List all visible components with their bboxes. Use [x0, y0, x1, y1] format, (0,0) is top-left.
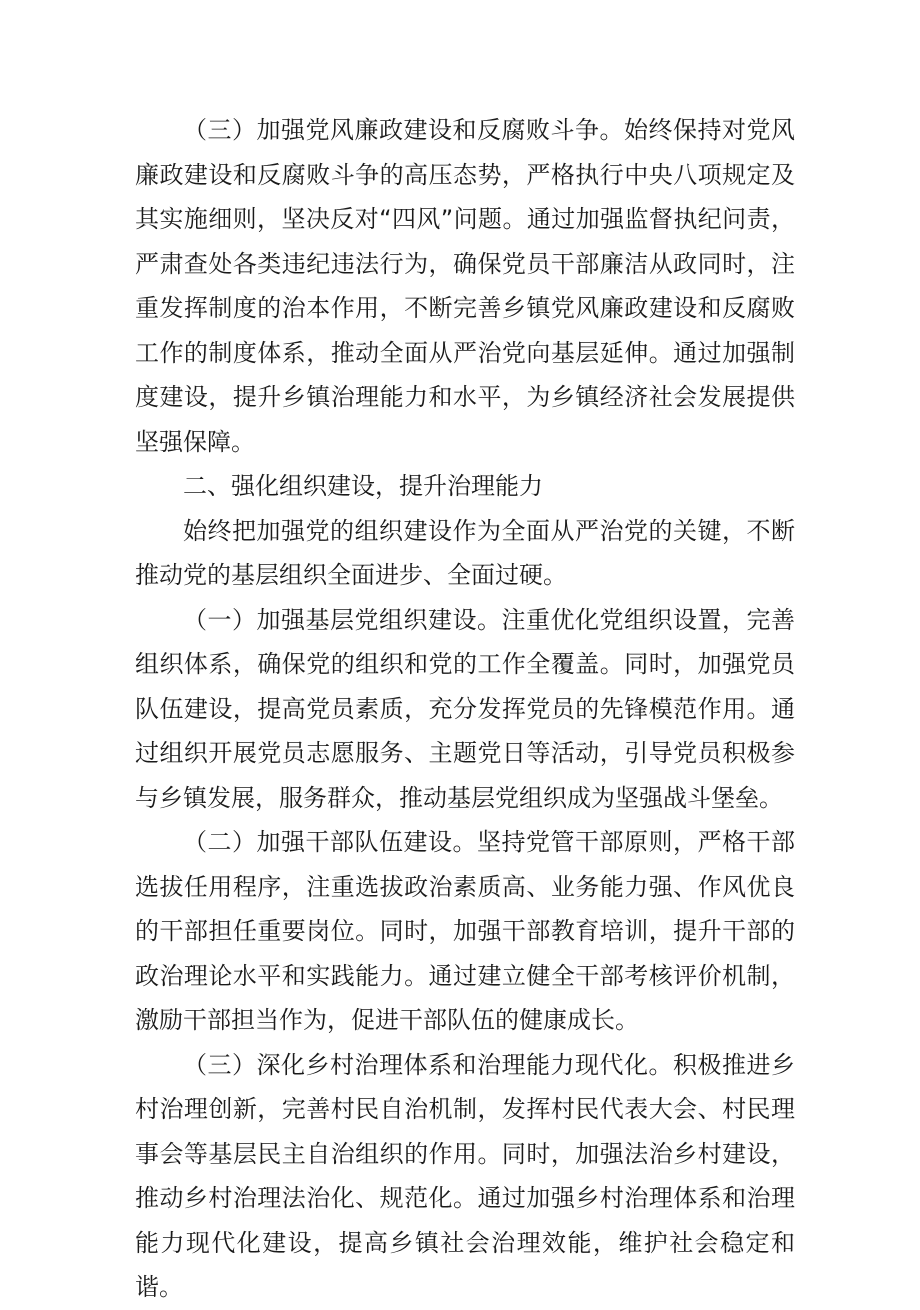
paragraph-party-conduct: （三）加强党风廉政建设和反腐败斗争。始终保持对党风廉政建设和反腐败斗争的高压态势，严格执行中央八项规定及其实施细则，坚决反对“四风”问题。通过加强监督执纪问责，严肃查处各类违纪违法行为，确保党员干部廉洁从政同时，注重发挥制度的治本作用，不断完善乡镇党风廉政建设和反腐败工作的制度体系，推动全面从严治党向基层延伸。通过加强制度建设，提升乡镇治理能力和水平，为乡镇经济社会发展提供坚强保障。: [135, 116, 795, 456]
paragraph-cadre-team: （二）加强干部队伍建设。坚持党管干部原则，严格干部选拔任用程序，注重选拔政治素质高、业务能力强、作风优良的干部担任重要岗位。同时，加强干部教育培训，提升干部的政治理论水平和实践能力。通过建立健全干部考核评价机制，激励干部担当作为，促进干部队伍的健康成长。: [135, 828, 795, 1034]
document-body: [135, 108, 795, 1310]
paragraph-grassroots-party: （一）加强基层党组织建设。注重优化党组织设置，完善组织体系，确保党的组织和党的工作全覆盖。同时，加强党员队伍建设，提高党员素质，充分发挥党员的先锋模范作用。通过组织开展党员志愿服务、主题党日等活动，引导党员积极参与乡镇发展，服务群众，推动基层党组织成为坚强战斗堡垒。: [135, 605, 795, 812]
paragraph-rural-governance: （三）深化乡村治理体系和治理能力现代化。积极推进乡村治理创新，完善村民自治机制，发挥村民代表大会、村民理事会等基层民主自治组织的作用。同时，加强法治乡村建设，推动乡村治理法治化、规范化。通过加强乡村治理体系和治理能力现代化建设，提高乡镇社会治理效能，维护社会稳定和谐。: [135, 1050, 795, 1301]
paragraph-organization-intro: 始终把加强党的组织建设作为全面从严治党的关键，不断推动党的基层组织全面进步、全面过硬。: [135, 516, 795, 589]
section-heading-organization: 二、强化组织建设，提升治理能力: [183, 472, 543, 500]
